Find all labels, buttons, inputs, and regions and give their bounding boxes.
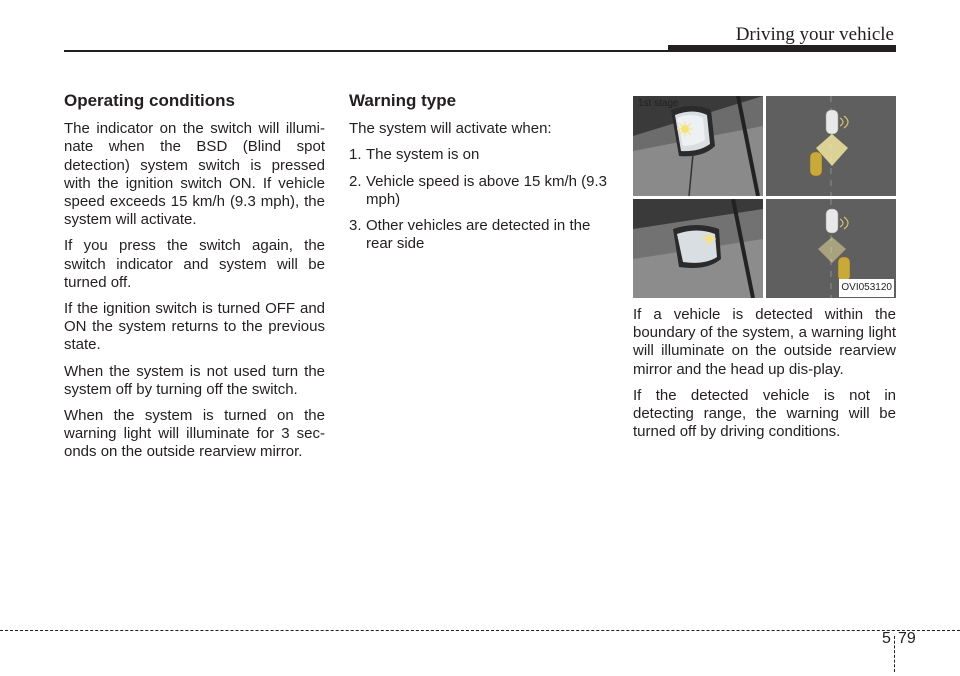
warning-type-heading: Warning type [349,91,457,110]
chapter-number: 5 [882,630,891,647]
paragraph: If the detected vehicle is not in detecting range, the warning will be turned off by driving conditions. [633,386,896,441]
list-text: The system is on [366,146,480,164]
operating-conditions-heading: Operating conditions [64,91,235,110]
operating-conditions-section [64,92,325,470]
warning-type-section [349,92,611,261]
bsd-illustration [633,92,896,298]
list-text: Other vehicles are detected in the rear side [366,217,591,253]
figure-column [633,92,896,449]
paragraph: If a vehicle is detected within the boundary of the system, a warning light will illuminate on the outside rearview mirror and the head up dis-play. [633,306,896,378]
list-number: 3. [349,217,362,235]
list-text: Vehicle speed is above 15 km/h (9.3 mph) [366,172,607,208]
paragraph: When the system is turned on the warning light will illuminate for 3 sec-onds on the outside rearview mirror. [64,407,325,461]
condition-list [349,146,611,253]
side-mirror-image [633,199,763,298]
page-number: 79 [898,630,916,647]
header-rule-thick [668,45,896,52]
paragraph: If you press the switch again, the switch indicator and system will be turned off. [64,237,325,291]
list-item [349,146,611,164]
intro-text: The system will activate when: [349,120,552,138]
list-number: 1. [349,146,362,164]
paragraph: The indicator on the switch will illumi-nate when the BSD (Blind spot detection) system switch is pressed with the ignition switch ON. If vehicle speed exceeds 15 km/h (9.3 mph), the system will activate. [64,120,325,229]
road-image [766,96,896,196]
footer-rule [0,630,960,631]
header-rule-thin [64,50,670,52]
paragraph: When the system is not used turn the system off by turning off the switch. [64,362,325,398]
list-item [349,173,611,209]
page-number-separator [894,636,895,672]
road-view-panel-1 [766,96,896,196]
running-header: Driving your vehicle [735,24,894,45]
stage-label: 1st stage [638,98,679,109]
figure-code: OVI053120 [839,279,894,297]
mirror-view-panel-2 [633,199,763,298]
list-item [349,217,611,253]
paragraph: If the ignition switch is turned OFF and ON the system returns to the previous state. [64,300,325,354]
list-number: 2. [349,172,362,190]
